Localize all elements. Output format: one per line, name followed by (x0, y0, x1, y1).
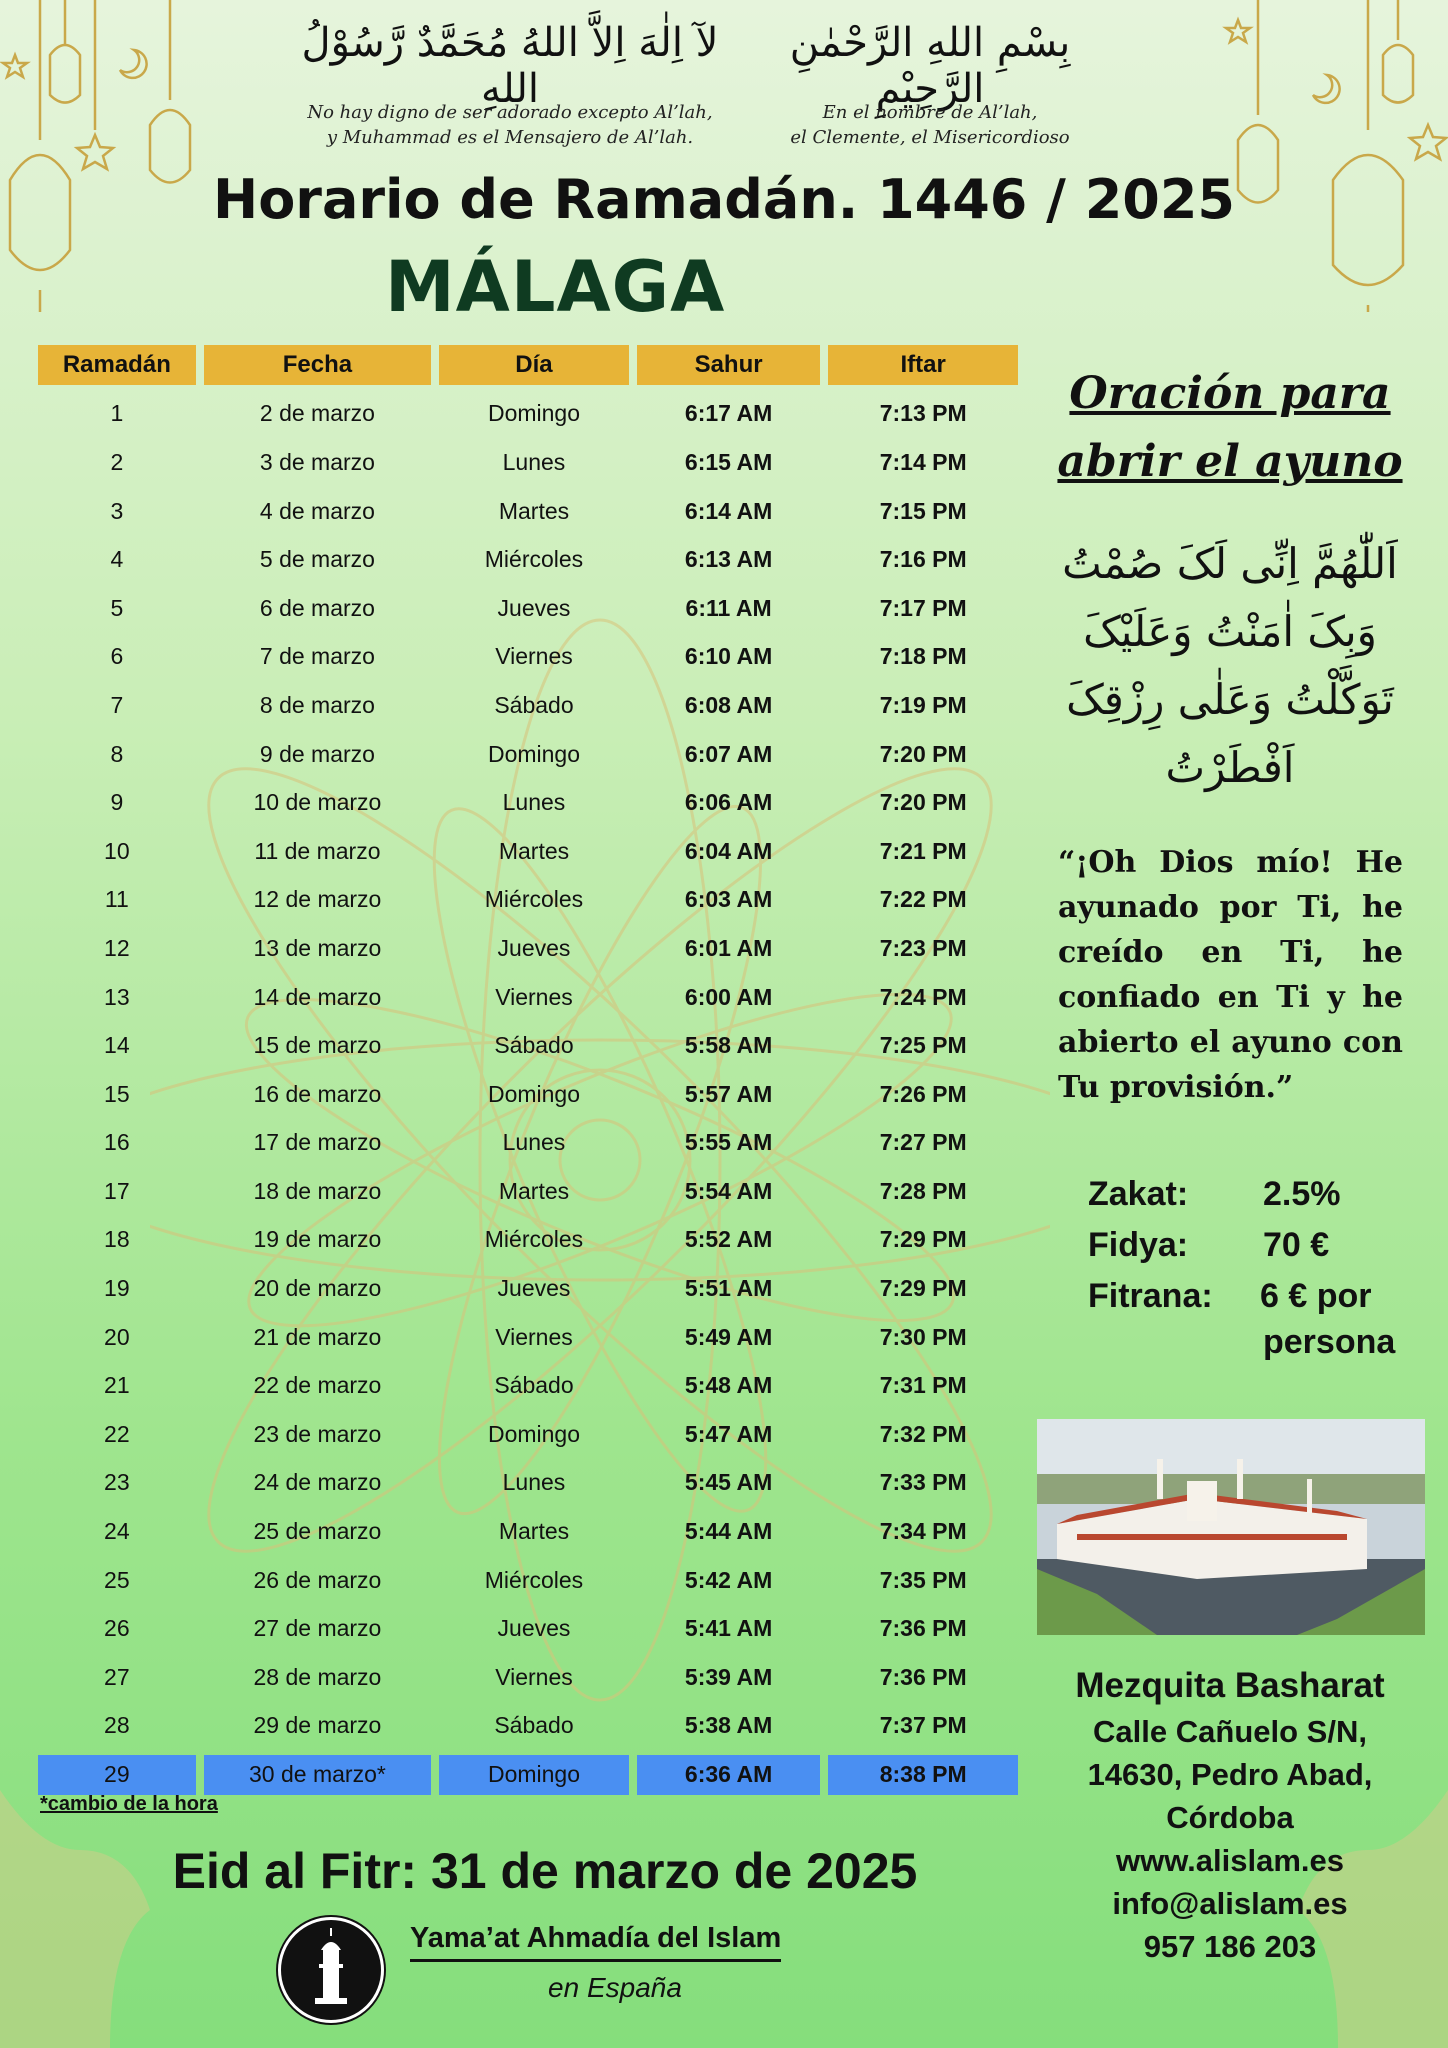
fecha-cell: 16 de marzo (253, 1080, 382, 1107)
table-row (38, 584, 1018, 633)
bismillah-arabic: بِسْمِ اللهِ الرَّحْمٰنِ الرَّحِيْمِ (789, 20, 1071, 112)
table-row (38, 1750, 1018, 1799)
fecha-cell: 22 de marzo (253, 1372, 382, 1399)
sahur-time-cell: 6:04 AM (684, 837, 773, 864)
iftar-time-cell: 7:37 PM (879, 1712, 967, 1739)
table-row (38, 1167, 1018, 1216)
dia-cell: Viernes (495, 1663, 573, 1690)
dia-cell: Martes (498, 1177, 570, 1204)
iftar-time-cell: 7:33 PM (879, 1469, 967, 1496)
table-row (38, 1410, 1018, 1459)
iftar-time-cell: 7:16 PM (879, 546, 967, 573)
ramadan-day-cell: 21 (104, 1372, 130, 1399)
prayer-title-line-2: abrir el ayuno (1057, 436, 1403, 487)
city-name: MÁLAGA (385, 246, 726, 328)
table-row (38, 1702, 1018, 1751)
ramadan-day-cell: 7 (110, 691, 124, 718)
sahur-time-cell: 5:51 AM (684, 1275, 773, 1302)
dia-cell: Miércoles (484, 886, 584, 913)
header-sahur: Sahur (637, 345, 821, 385)
iftar-time-cell: 7:27 PM (879, 1129, 967, 1156)
table-row (38, 1070, 1018, 1119)
sahur-time-cell: 6:10 AM (684, 643, 773, 670)
fecha-cell: 23 de marzo (253, 1420, 382, 1447)
table-row (38, 1507, 1018, 1556)
table-row (38, 924, 1018, 973)
dia-cell: Lunes (502, 448, 566, 475)
ramadan-day-cell: 29 (38, 1755, 196, 1795)
iftar-time-cell: 7:35 PM (879, 1566, 967, 1593)
fecha-cell: 15 de marzo (253, 1032, 382, 1059)
ramadan-day-cell: 14 (104, 1032, 130, 1059)
header-fecha: Fecha (204, 345, 432, 385)
ramadan-day-cell: 18 (104, 1226, 130, 1253)
sahur-time-cell: 5:57 AM (684, 1080, 773, 1107)
ramadan-day-cell: 20 (104, 1323, 130, 1350)
fecha-cell: 8 de marzo (259, 691, 375, 718)
dia-cell: Martes (498, 837, 570, 864)
sahur-time-cell: 5:48 AM (684, 1372, 773, 1399)
iftar-time-cell: 7:26 PM (879, 1080, 967, 1107)
fecha-cell: 3 de marzo (259, 448, 375, 475)
sahur-time-cell: 6:06 AM (684, 789, 773, 816)
dia-cell: Martes (498, 1518, 570, 1545)
ramadan-day-cell: 1 (110, 400, 124, 427)
fidya-label: Fidya: (1088, 1226, 1189, 1264)
fecha-cell: 19 de marzo (253, 1226, 382, 1253)
sahur-time-cell: 6:07 AM (684, 740, 773, 767)
iftar-time-cell: 7:29 PM (879, 1275, 967, 1302)
iftar-time-cell: 7:24 PM (879, 983, 967, 1010)
table-row (38, 1459, 1018, 1508)
dia-cell: Lunes (502, 1129, 566, 1156)
table-row (38, 973, 1018, 1022)
table-row (38, 1119, 1018, 1168)
sahur-time-cell: 5:47 AM (684, 1420, 773, 1447)
sahur-time-cell: 5:39 AM (684, 1663, 773, 1690)
sahur-time-cell: 6:11 AM (685, 594, 772, 621)
ramadan-day-cell: 5 (110, 594, 124, 621)
table-header-row (38, 341, 1018, 390)
sahur-time-cell: 5:44 AM (684, 1518, 773, 1545)
shahada-translation (300, 100, 720, 150)
sahur-time-cell: 5:49 AM (684, 1323, 773, 1350)
table-row (38, 1216, 1018, 1265)
dia-cell: Domingo (487, 740, 580, 767)
ramadan-day-cell: 19 (104, 1275, 130, 1302)
organization-subtitle: en España (548, 1972, 682, 2003)
lantern-right-ornament (1218, 0, 1448, 320)
dia-cell: Miércoles (484, 546, 584, 573)
sahur-time-cell: 5:41 AM (684, 1615, 773, 1642)
ramadan-day-cell: 6 (110, 643, 124, 670)
shahada-translation-line-2: y Muhammad es el Mensajero de Al’lah. (326, 127, 694, 148)
mosque-photo (1037, 1419, 1425, 1635)
iftar-time-cell: 7:14 PM (879, 448, 967, 475)
sahur-time-cell: 5:45 AM (684, 1469, 773, 1496)
table-row (38, 827, 1018, 876)
bismillah-translation-line-2: el Clemente, el Misericordioso (790, 127, 1070, 148)
ramadan-day-cell: 15 (104, 1080, 130, 1107)
eid-date: Eid al Fitr: 31 de marzo de 2025 (172, 1843, 918, 1899)
iftar-time-cell: 7:17 PM (879, 594, 967, 621)
ahmadiyya-minaret-logo (278, 1917, 384, 2023)
iftar-time-cell: 7:36 PM (879, 1663, 967, 1690)
bismillah-translation-line-1: En el nombre de Al’lah, (822, 102, 1038, 123)
ramadan-day-cell: 10 (104, 837, 130, 864)
address-line-3: Córdoba (1166, 1800, 1294, 1835)
zakat-value: 2.5% (1263, 1175, 1341, 1213)
fecha-cell: 29 de marzo (253, 1712, 382, 1739)
lantern-left-ornament (0, 0, 230, 320)
table-row (38, 1021, 1018, 1070)
iftar-time-cell: 7:20 PM (879, 740, 967, 767)
fecha-cell: 25 de marzo (253, 1518, 382, 1545)
address-line-2: 14630, Pedro Abad, (1087, 1757, 1373, 1792)
dia-cell: Sábado (494, 1372, 574, 1399)
table-row (38, 1313, 1018, 1362)
iftar-time-cell: 7:25 PM (879, 1032, 967, 1059)
sahur-time-cell: 6:08 AM (684, 691, 773, 718)
dia-cell: Domingo (439, 1755, 629, 1795)
ramadan-timetable (38, 341, 1018, 1799)
prayer-arabic (1040, 530, 1420, 802)
sahur-time-cell: 6:17 AM (684, 400, 773, 427)
fecha-cell: 4 de marzo (259, 497, 375, 524)
ramadan-day-cell: 22 (104, 1420, 130, 1447)
dia-cell: Jueves (497, 1615, 571, 1642)
dia-cell: Domingo (487, 1080, 580, 1107)
email-link[interactable]: info@alislam.es (1112, 1886, 1348, 1921)
iftar-time-cell: 7:29 PM (879, 1226, 967, 1253)
minaret-icon (281, 1920, 381, 2020)
prayer-arabic-line-1: اَللّٰهُمَّ اِنِّی لَکَ صُمْتُ (1062, 539, 1398, 588)
fecha-cell: 18 de marzo (253, 1177, 382, 1204)
ramadan-day-cell: 11 (104, 886, 129, 913)
table-row (38, 1264, 1018, 1313)
ramadan-day-cell: 9 (110, 789, 124, 816)
ramadan-day-cell: 17 (104, 1177, 130, 1204)
prayer-translation: “¡Oh Dios mío! He ayunado por Ti, he creído en Ti, he confiado en Ti y he abierto el ayuno con Tu provisión.” (1058, 845, 1403, 1105)
dia-cell: Viernes (495, 1323, 573, 1350)
mosque-name: Mezquita Basharat (1075, 1666, 1385, 1705)
iftar-time-cell: 7:21 PM (879, 837, 967, 864)
ramadan-day-cell: 3 (110, 497, 124, 524)
dia-cell: Domingo (487, 1420, 580, 1447)
prayer-title (1040, 360, 1420, 496)
iftar-time-cell: 7:34 PM (879, 1518, 967, 1545)
bismillah-translation (740, 100, 1120, 150)
shahada-translation-line-1: No hay digno de ser adorado excepto Al’lah, (307, 102, 713, 123)
dia-cell: Jueves (497, 934, 571, 961)
fitrana-value-line-1: 6 € por (1260, 1277, 1372, 1315)
table-row (38, 390, 1018, 439)
fecha-cell: 17 de marzo (253, 1129, 382, 1156)
sahur-time-cell: 5:54 AM (684, 1177, 773, 1204)
table-row (38, 487, 1018, 536)
iftar-time-cell: 7:15 PM (879, 497, 967, 524)
prayer-title-line-1: Oración para (1069, 368, 1391, 419)
fecha-cell: 11 de marzo (254, 837, 381, 864)
fitrana-value-line-2: persona (1263, 1323, 1396, 1361)
fecha-cell: 13 de marzo (253, 934, 382, 961)
fecha-cell: 26 de marzo (253, 1566, 382, 1593)
table-row (38, 730, 1018, 779)
prayer-arabic-line-4: اَفْطَرْتُ (1165, 743, 1295, 792)
sahur-time-cell: 6:13 AM (684, 546, 773, 573)
ramadan-day-cell: 2 (110, 448, 124, 475)
header-dia: Día (439, 345, 629, 385)
sahur-time-cell: 6:01 AM (684, 934, 773, 961)
address-line-1: Calle Cañuelo S/N, (1093, 1714, 1367, 1749)
fecha-cell: 2 de marzo (259, 400, 375, 427)
dia-cell: Sábado (494, 1032, 574, 1059)
ramadan-day-cell: 16 (104, 1129, 130, 1156)
dia-cell: Viernes (495, 983, 573, 1010)
dia-cell: Lunes (502, 789, 566, 816)
dia-cell: Domingo (487, 400, 580, 427)
fecha-cell: 7 de marzo (259, 643, 375, 670)
table-row (38, 1361, 1018, 1410)
ramadan-day-cell: 23 (104, 1469, 130, 1496)
table-body (38, 390, 1018, 1799)
organization-name: Yama’at Ahmadía del Islam (410, 1922, 781, 1962)
header-iftar: Iftar (828, 345, 1018, 385)
iftar-time-cell: 7:18 PM (879, 643, 967, 670)
sahur-time-cell: 6:15 AM (684, 448, 773, 475)
ramadan-day-cell: 25 (104, 1566, 130, 1593)
table-row (38, 1556, 1018, 1605)
phone-number[interactable]: 957 186 203 (1143, 1929, 1317, 1964)
ramadan-day-cell: 4 (110, 546, 124, 573)
iftar-time-cell: 8:38 PM (828, 1755, 1018, 1795)
iftar-time-cell: 7:28 PM (879, 1177, 967, 1204)
fecha-cell: 30 de marzo* (204, 1755, 432, 1795)
sahur-time-cell: 5:42 AM (684, 1566, 773, 1593)
iftar-time-cell: 7:31 PM (879, 1372, 967, 1399)
fecha-cell: 12 de marzo (253, 886, 382, 913)
website-link[interactable]: www.alislam.es (1115, 1843, 1345, 1878)
ramadan-day-cell: 24 (104, 1518, 130, 1545)
fitrana-label: Fitrana: (1088, 1277, 1213, 1315)
fecha-cell: 20 de marzo (253, 1275, 382, 1302)
header-ramadan: Ramadán (38, 345, 196, 385)
table-row (38, 633, 1018, 682)
fidya-value: 70 € (1263, 1226, 1330, 1264)
dia-cell: Jueves (497, 1275, 571, 1302)
dia-cell: Viernes (495, 643, 573, 670)
iftar-time-cell: 7:19 PM (879, 691, 967, 718)
sahur-time-cell: 5:38 AM (684, 1712, 773, 1739)
fecha-cell: 27 de marzo (253, 1615, 382, 1642)
iftar-time-cell: 7:22 PM (879, 886, 967, 913)
iftar-time-cell: 7:30 PM (879, 1323, 967, 1350)
sahur-time-cell: 5:55 AM (684, 1129, 773, 1156)
table-row (38, 681, 1018, 730)
dia-cell: Jueves (497, 594, 571, 621)
dia-cell: Miércoles (484, 1226, 584, 1253)
sahur-time-cell: 6:00 AM (684, 983, 773, 1010)
iftar-time-cell: 7:20 PM (879, 789, 967, 816)
ramadan-day-cell: 28 (104, 1712, 130, 1739)
prayer-arabic-line-3: تَوَکَّلْتُ وَعَلٰی رِزْقِکَ (1066, 675, 1394, 724)
time-change-note: *cambio de la hora (40, 1793, 218, 1815)
ramadan-day-cell: 8 (110, 740, 124, 767)
corner-ornament-bottom-left (0, 1790, 160, 2048)
sahur-time-cell: 6:14 AM (684, 497, 773, 524)
zakat-label: Zakat: (1088, 1175, 1189, 1213)
table-row (38, 778, 1018, 827)
fecha-cell: 21 de marzo (253, 1323, 382, 1350)
fecha-cell: 5 de marzo (259, 546, 375, 573)
fecha-cell: 28 de marzo (253, 1663, 382, 1690)
fecha-cell: 24 de marzo (253, 1469, 382, 1496)
fecha-cell: 14 de marzo (253, 983, 382, 1010)
ramadan-day-cell: 26 (104, 1615, 130, 1642)
ramadan-day-cell: 13 (104, 983, 130, 1010)
iftar-time-cell: 7:23 PM (879, 934, 967, 961)
dia-cell: Miércoles (484, 1566, 584, 1593)
iftar-time-cell: 7:32 PM (879, 1420, 967, 1447)
dia-cell: Lunes (502, 1469, 566, 1496)
page-title: Horario de Ramadán. 1446 / 2025 (213, 168, 1235, 231)
prayer-arabic-line-2: وَبِکَ اٰمَنْتُ وَعَلَیْکَ (1083, 607, 1377, 656)
contact-block (1040, 1662, 1420, 1968)
table-row (38, 1604, 1018, 1653)
fecha-cell: 9 de marzo (259, 740, 375, 767)
ramadan-day-cell: 27 (104, 1663, 130, 1690)
fecha-cell: 10 de marzo (253, 789, 382, 816)
table-row (38, 438, 1018, 487)
table-row (38, 1653, 1018, 1702)
sahur-time-cell: 5:52 AM (684, 1226, 773, 1253)
sahur-time-cell: 5:58 AM (684, 1032, 773, 1059)
sahur-time-cell: 6:03 AM (684, 886, 773, 913)
dia-cell: Martes (498, 497, 570, 524)
iftar-time-cell: 7:13 PM (879, 400, 967, 427)
table-row (38, 876, 1018, 925)
table-row (38, 535, 1018, 584)
sahur-time-cell: 6:36 AM (637, 1755, 821, 1795)
dia-cell: Sábado (494, 1712, 574, 1739)
ramadan-day-cell: 12 (104, 934, 130, 961)
dia-cell: Sábado (494, 691, 574, 718)
fecha-cell: 6 de marzo (259, 594, 375, 621)
shahada-arabic: لآ اِلٰهَ اِلاَّ اللهُ مُحَمَّدٌ رَّسُوْلُ اللهِ (301, 20, 719, 112)
iftar-time-cell: 7:36 PM (879, 1615, 967, 1642)
